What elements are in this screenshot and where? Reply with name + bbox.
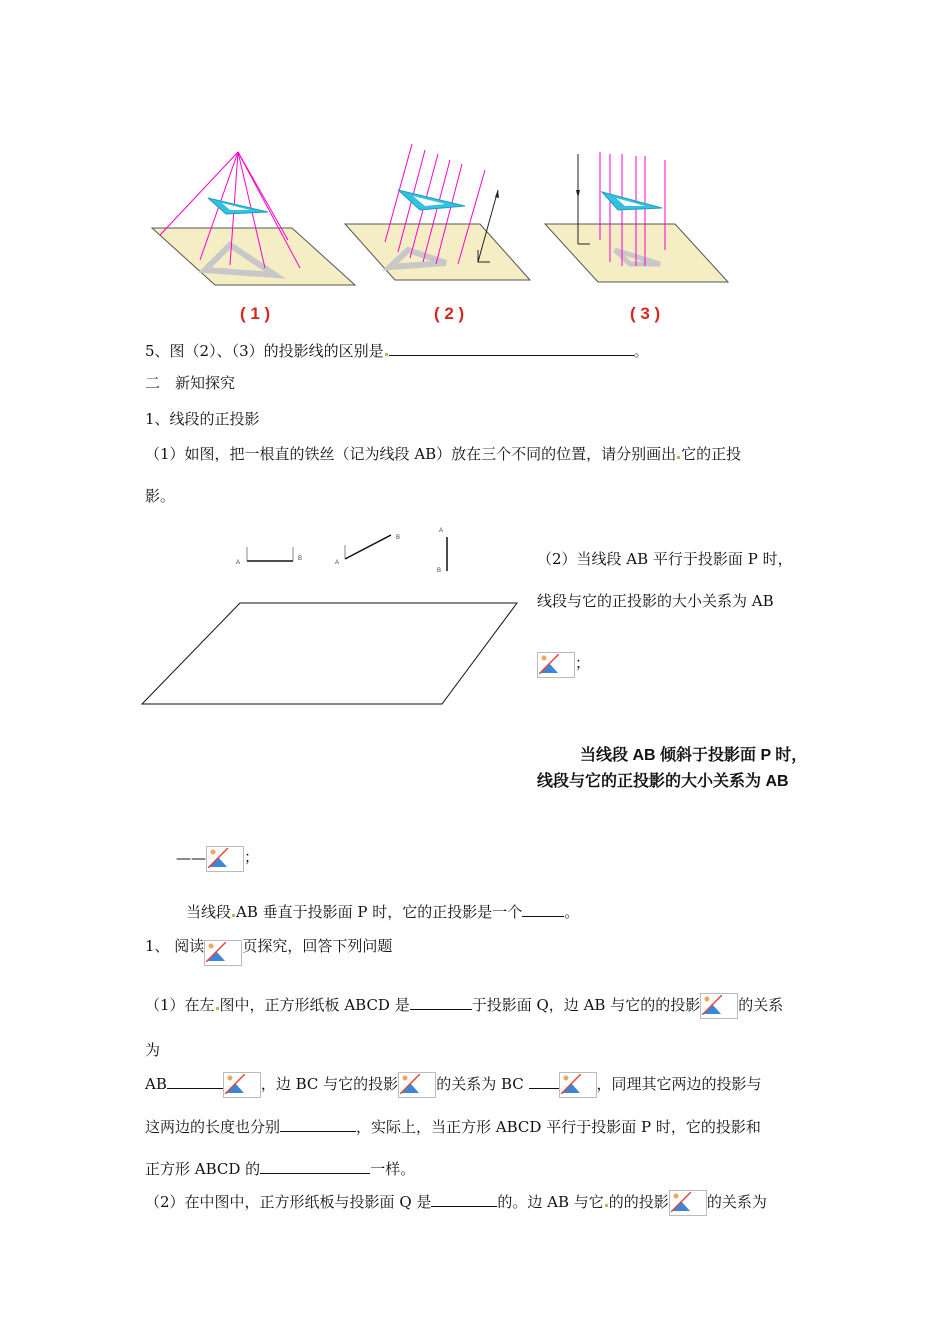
- image-placeholder-icon[interactable]: [398, 1072, 436, 1098]
- figure-caption-2: ( 2 ): [434, 304, 465, 323]
- segment-inclined: [345, 535, 391, 559]
- label-b1: B: [298, 556, 303, 562]
- figure-orthographic-projection: [545, 152, 728, 282]
- section-title: 二 新知探究: [145, 374, 236, 392]
- q2b-line2: 线段与它的正投影的大小关系为 AB: [537, 773, 789, 790]
- image-placeholder-icon[interactable]: [669, 1190, 707, 1216]
- p1-line3: AB ，边 BC 与它的投影 的关系为 BC ，同理其它两边的投影与: [145, 1072, 762, 1098]
- paragraph-1: （1）如图，把一根直的铁丝（记为线段 AB）放在三个不同的位置，请分别画出 它的正投: [145, 445, 742, 463]
- label-a2: A: [335, 560, 340, 566]
- q2-line1: （2）当线段 AB 平行于投影面 P 时，: [537, 550, 793, 568]
- figure-central-projection: [152, 152, 355, 285]
- item-title: 1、线段的正投影: [145, 410, 260, 428]
- q2b-answer: —— ；: [176, 846, 259, 872]
- image-placeholder-icon[interactable]: [537, 652, 575, 678]
- question-5: 5、图（2）、（3）的投影线的区别是 。: [145, 339, 649, 361]
- q2-line2: 线段与它的正投影的大小关系为 AB: [537, 592, 774, 610]
- answer-blank[interactable]: [260, 1157, 370, 1174]
- answer-blank[interactable]: [389, 339, 634, 356]
- label-a3: A: [439, 528, 444, 534]
- image-placeholder-icon[interactable]: [700, 993, 738, 1019]
- answer-blank[interactable]: [529, 1072, 559, 1089]
- answer-blank[interactable]: [522, 900, 564, 917]
- figure-caption-3: ( 3 ): [630, 304, 661, 323]
- paragraph-1-cont: 影。: [145, 487, 176, 505]
- p1-line4: 这两边的长度也分别 ，实际上，当正方形 ABCD 平行于投影面 P 时，它的投影和: [145, 1115, 761, 1137]
- image-placeholder-icon[interactable]: [204, 940, 242, 966]
- segment-figure: [135, 525, 525, 710]
- q2c: 当线段 AB 垂直于投影面 P 时，它的正投影是一个 。: [186, 900, 579, 922]
- image-placeholder-icon[interactable]: [559, 1072, 597, 1098]
- p1-line1: （1）在左 图中，正方形纸板 ABCD 是 于投影面 Q，边 AB 与它的的投影 的关系: [145, 993, 783, 1019]
- label-a1: A: [236, 560, 241, 566]
- q2b-line1: 当线段 AB 倾斜于投影面 P 时，: [580, 747, 808, 764]
- image-placeholder-icon[interactable]: [206, 846, 244, 872]
- label-b3: B: [437, 568, 442, 574]
- segment-horizontal: [247, 547, 293, 561]
- q2-answer: ；: [537, 652, 590, 678]
- label-b2: B: [396, 535, 401, 541]
- answer-blank[interactable]: [167, 1072, 223, 1089]
- p1-line5: 正方形 ABCD 的 一样。: [145, 1157, 415, 1179]
- projection-figures: [140, 140, 740, 300]
- answer-blank[interactable]: [410, 993, 472, 1010]
- figure-oblique-projection: [345, 144, 530, 280]
- answer-blank[interactable]: [431, 1190, 497, 1207]
- projection-plane-p: [142, 603, 517, 704]
- p2-line1: （2）在中图中，正方形纸板与投影面 Q 是 的。边 AB 与它 的的投影 的关系为: [145, 1190, 767, 1216]
- p1-line2: 为: [145, 1041, 161, 1059]
- answer-blank[interactable]: [280, 1115, 356, 1132]
- image-placeholder-icon[interactable]: [223, 1072, 261, 1098]
- item-1b: 1、 阅读 页探究，回答下列问题: [145, 936, 392, 966]
- figure-caption-1: ( 1 ): [240, 304, 271, 323]
